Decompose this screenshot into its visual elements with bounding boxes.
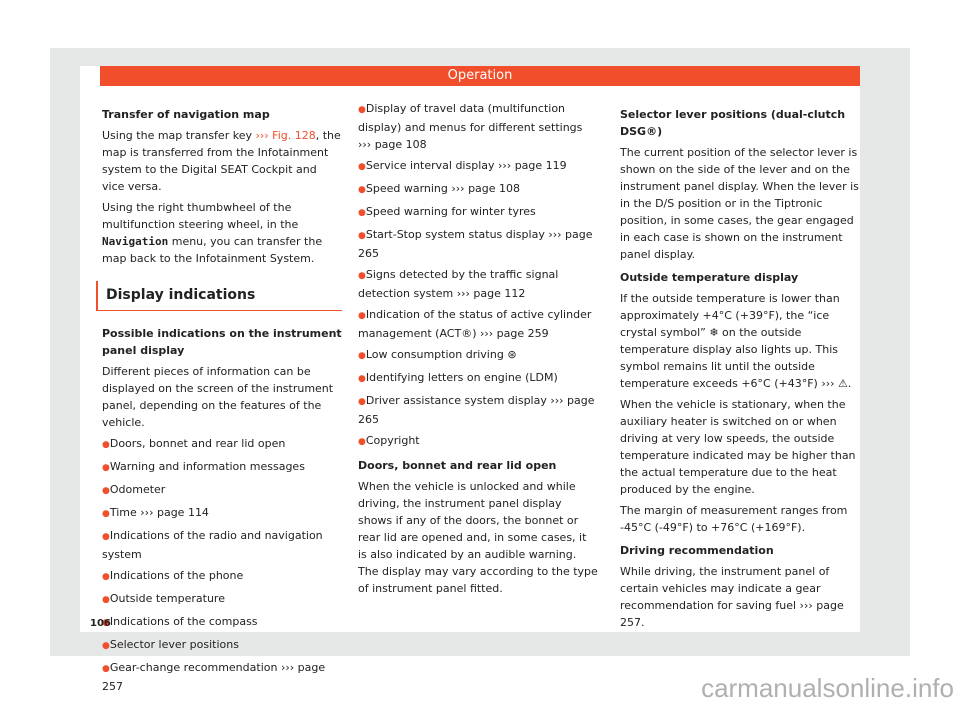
- heading-driving: Driving recommendation: [620, 544, 774, 557]
- heading-temperature: Outside temperature display: [620, 271, 799, 284]
- list-item: ● Driver assistance system display ››› page 265: [358, 392, 598, 428]
- list-item: ● Copyright: [358, 432, 598, 451]
- column-1: [102, 100, 342, 699]
- list-item: ● Low consumption driving ⊛: [358, 346, 598, 365]
- heading-doors: Doors, bonnet and rear lid open: [358, 459, 557, 472]
- list-item: ● Indications of the phone: [102, 567, 342, 586]
- list-item: ● Indication of the status of active cylinder management (ACT®) ››› page 259: [358, 306, 598, 342]
- heading-transfer: Transfer of navigation map: [102, 108, 270, 121]
- list-item: ● Signs detected by the traffic signal detection system ››› page 112: [358, 266, 598, 302]
- text: menu, you can transfer the map back to the Infotainment System.: [102, 235, 323, 265]
- list-item: ● Doors, bonnet and rear lid open: [102, 435, 342, 454]
- page-number: 106: [90, 618, 111, 629]
- watermark: carmanualsonline.info: [701, 673, 954, 703]
- column-2: [358, 100, 598, 601]
- paragraph: [102, 199, 342, 267]
- list-item: ● Speed warning for winter tyres: [358, 203, 598, 222]
- list-item: ● Time ››› page 114: [102, 504, 342, 523]
- paragraph: [102, 127, 342, 195]
- list-item: ● Warning and information messages: [102, 458, 342, 477]
- list-item: ● Speed warning ››› page 108: [358, 180, 598, 199]
- heading-selector: Selector lever positions (dual-clutch DSG®): [620, 108, 846, 138]
- menu-name: Navigation: [102, 235, 169, 248]
- paragraph: Different pieces of information can be displayed on the screen of the instrument panel, depending on the features of the vehicle.: [102, 365, 334, 429]
- text: Using the map transfer key: [102, 129, 256, 142]
- paragraph: When the vehicle is unlocked and while driving, the instrument panel display shows if any of the doors, the bonnet or rear lid are opened and, in some cases, it is also indicated by an audible warning. The display may vary according to the type of instrument panel fitted.: [358, 480, 598, 595]
- list-item: ● Odometer: [102, 481, 342, 500]
- text: , the map is transferred from the Infotainment system to the Digital SEAT Cockpit and vice versa.: [102, 129, 341, 193]
- paragraph: The current position of the selector lever is shown on the side of the lever and on the instrument panel display. When the lever is in the D/S position or in the Tiptronic position, in some cases, the gear engaged in each case is shown on the instrument panel display.: [620, 146, 859, 261]
- list-item: ● Service interval display ››› page 119: [358, 157, 598, 176]
- list-item: ● Selector lever positions: [102, 636, 342, 655]
- list-item: ● Display of travel data (multifunction display) and menus for different settings ››› page 108: [358, 100, 598, 153]
- list-item: ● Indications of the radio and navigation system: [102, 527, 342, 563]
- list-item: ● Identifying letters on engine (LDM): [358, 369, 598, 388]
- paragraph: If the outside temperature is lower than approximately +4°C (+39°F), the “ice crystal symbol” ❄ on the outside temperature display also lights up. This symbol remains lit until the outside temperature exceeds +6°C (+43°F) ››› ⚠.: [620, 292, 852, 390]
- section-title: Display indications: [96, 281, 342, 311]
- paragraph: While driving, the instrument panel of certain vehicles may indicate a gear recommendation for saving fuel ››› page 257.: [620, 565, 844, 629]
- list-item: ● Start-Stop system status display ››› page 265: [358, 226, 598, 262]
- paragraph: The margin of measurement ranges from -45°C (-49°F) to +76°C (+169°F).: [620, 504, 848, 534]
- text: Using the right thumbwheel of the multifunction steering wheel, in the: [102, 201, 299, 231]
- section-header: Operation: [100, 66, 860, 86]
- list-item: ● Gear-change recommendation ››› page 257: [102, 659, 342, 695]
- list-item: ● Outside temperature: [102, 590, 342, 609]
- heading-possible: Possible indications on the instrument panel display: [102, 327, 342, 357]
- list-item: ● Indications of the compass: [102, 613, 342, 632]
- column-3: [620, 100, 860, 635]
- fig-link[interactable]: ››› Fig. 128: [255, 129, 316, 142]
- paragraph: When the vehicle is stationary, when the auxiliary heater is switched on or when driving at very low speeds, the outside temperature indicated may be higher than the actual temperature due to the heat produced by the engine.: [620, 398, 856, 496]
